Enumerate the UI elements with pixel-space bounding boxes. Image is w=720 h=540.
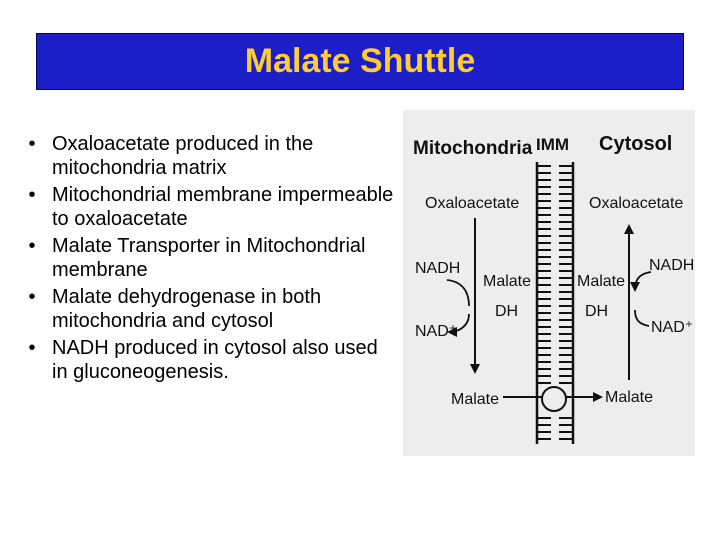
cytosol-malate-label: Malate (605, 389, 654, 406)
cytosol-enzyme-label-dh: DH (585, 303, 609, 320)
imm-label: IMM (536, 135, 570, 154)
cytosol-nad-arrow (635, 310, 649, 326)
bullet-list (22, 132, 397, 387)
bullet-text: NADH produced in cytosol also used in gluconeogenesis. (52, 337, 378, 383)
title-bar (36, 33, 684, 90)
mito-oxaloacetate-label: Oxaloacetate (425, 195, 520, 212)
mito-nadh-arrow (447, 280, 469, 306)
bullet-icon: • (28, 337, 36, 359)
cytosol-enzyme-label: Malate (577, 273, 626, 290)
bullet-icon: • (28, 184, 36, 206)
cytosol-header: Cytosol (599, 133, 673, 155)
cytosol-oxaloacetate-label: Oxaloacetate (589, 195, 684, 212)
bullet-text: Mitochondrial membrane impermeable to oxaloacetate (52, 184, 394, 230)
mitochondria-header: Mitochondria (413, 138, 533, 159)
cytosol-nad-label: NAD⁺ (651, 319, 694, 336)
bullet-icon: • (28, 133, 36, 155)
bullet-item (22, 336, 397, 384)
mito-nadh-label: NADH (415, 260, 461, 277)
bullet-icon: • (28, 286, 36, 308)
bullet-item (22, 285, 397, 333)
cytosol-nadh-label: NADH (649, 257, 695, 274)
mito-malate-label: Malate (451, 391, 500, 408)
slide-title: Malate Shuttle (244, 42, 476, 80)
bullet-item (22, 183, 397, 231)
bullet-text: Malate dehydrogenase in both mitochondria and cytosol (52, 286, 322, 332)
mito-enzyme-label-dh: DH (495, 303, 519, 320)
mito-enzyme-label: Malate (483, 273, 532, 290)
bullet-item (22, 132, 397, 180)
malate-shuttle-diagram (403, 110, 695, 456)
bullet-text: Malate Transporter in Mitochondrial membrane (52, 235, 366, 281)
bullet-item (22, 234, 397, 282)
cytosol-nadh-arrow (635, 272, 651, 290)
bullet-text: Oxaloacetate produced in the mitochondria matrix (52, 133, 314, 179)
mito-nad-label: NAD⁺ (415, 323, 458, 340)
diagram-svg (403, 110, 695, 456)
bullet-icon: • (28, 235, 36, 257)
malate-transporter-icon (542, 387, 566, 411)
